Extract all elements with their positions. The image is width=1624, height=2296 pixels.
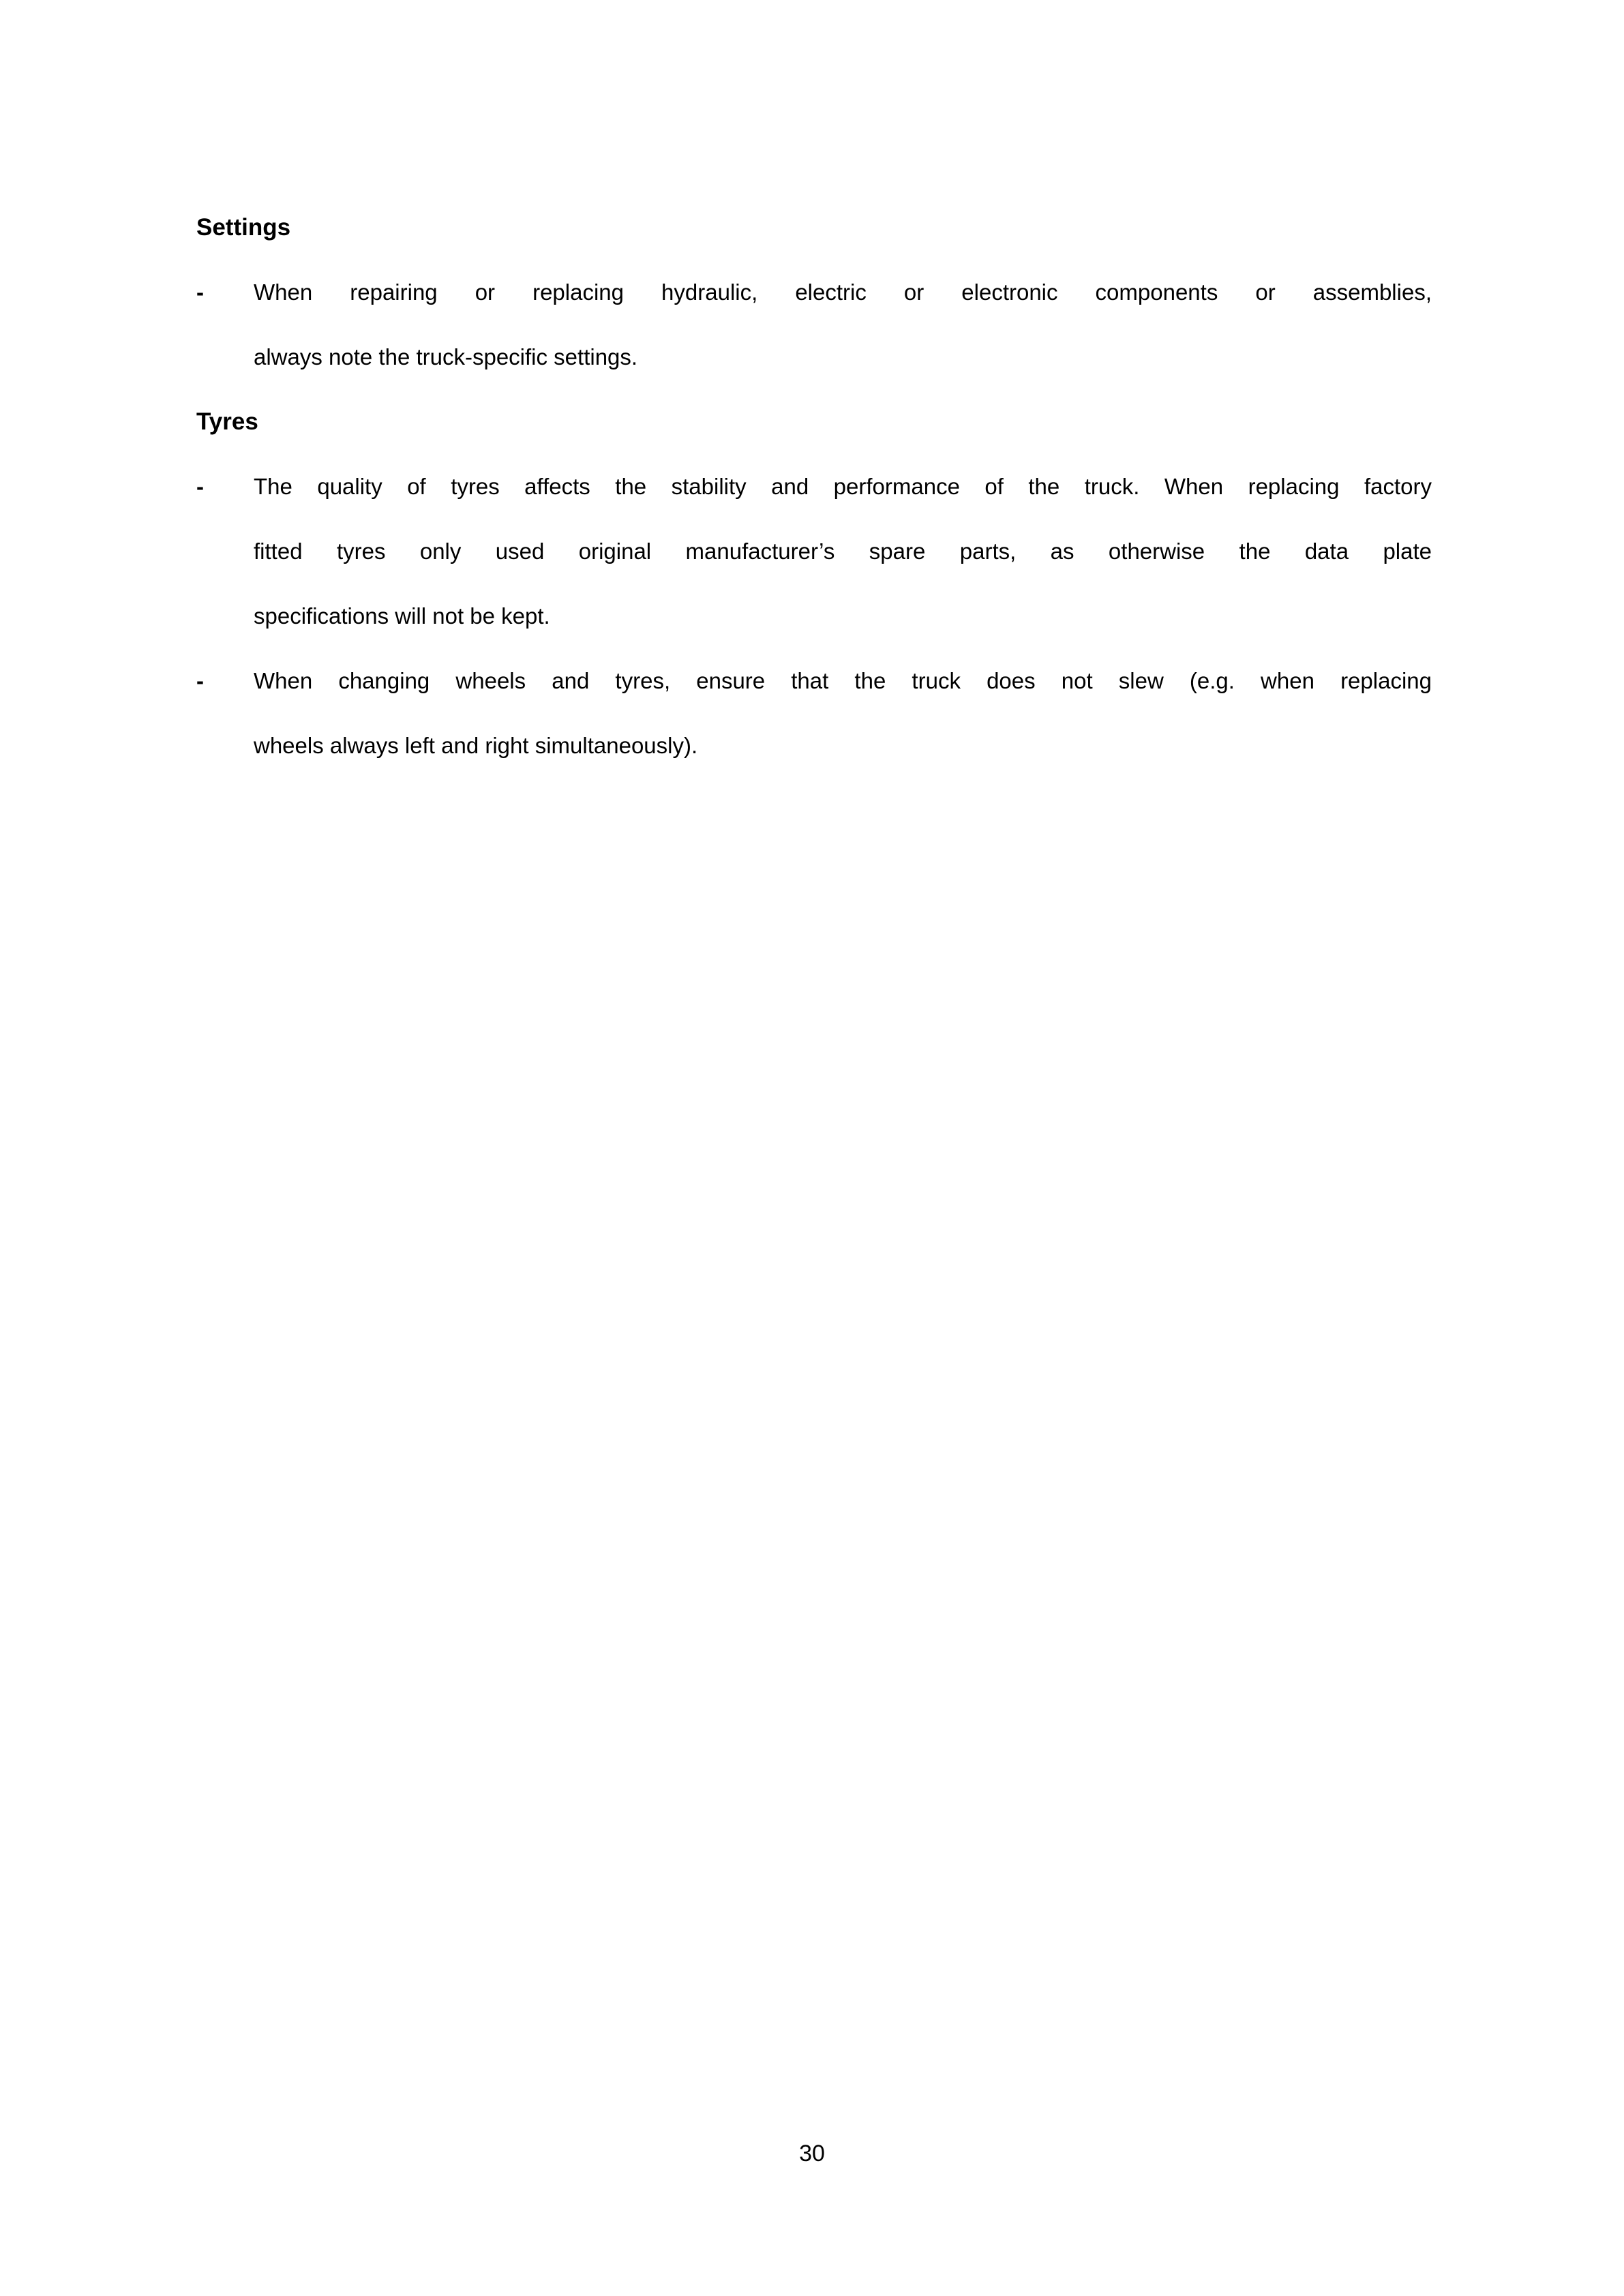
- bullet-item: [196, 454, 1432, 648]
- bullet-text: [254, 260, 1432, 389]
- bullet-text-line: always note the truck-specific settings.: [254, 344, 638, 369]
- bullet-text-line: When changing wheels and tyres, ensure that the truck does not slew (e.g. when replacing: [254, 668, 1432, 693]
- bullet-text-line: When repairing or replacing hydraulic, electric or electronic components or assemblies,: [254, 280, 1432, 305]
- bullet-text-line: wheels always left and right simultaneously).: [254, 733, 698, 758]
- section-heading-tyres: Tyres: [196, 408, 258, 435]
- bullet-text: [254, 454, 1432, 648]
- bullet-item: [196, 648, 1432, 778]
- section-heading-settings: Settings: [196, 214, 291, 241]
- page-content: [196, 195, 1432, 778]
- bullet-dash-marker: -: [196, 474, 204, 499]
- bullet-item: [196, 260, 1432, 389]
- bullet-text-line: The quality of tyres affects the stability and performance of the truck. When replacing factory: [254, 474, 1432, 499]
- page-number: 30: [799, 2141, 825, 2166]
- bullet-text-line: specifications will not be kept.: [254, 603, 550, 629]
- bullet-dash-marker: -: [196, 280, 204, 305]
- bullet-text-line: fitted tyres only used original manufacturer’s spare parts, as otherwise the data plate: [254, 539, 1432, 564]
- bullet-text: [254, 648, 1432, 778]
- bullet-dash-marker: -: [196, 668, 204, 693]
